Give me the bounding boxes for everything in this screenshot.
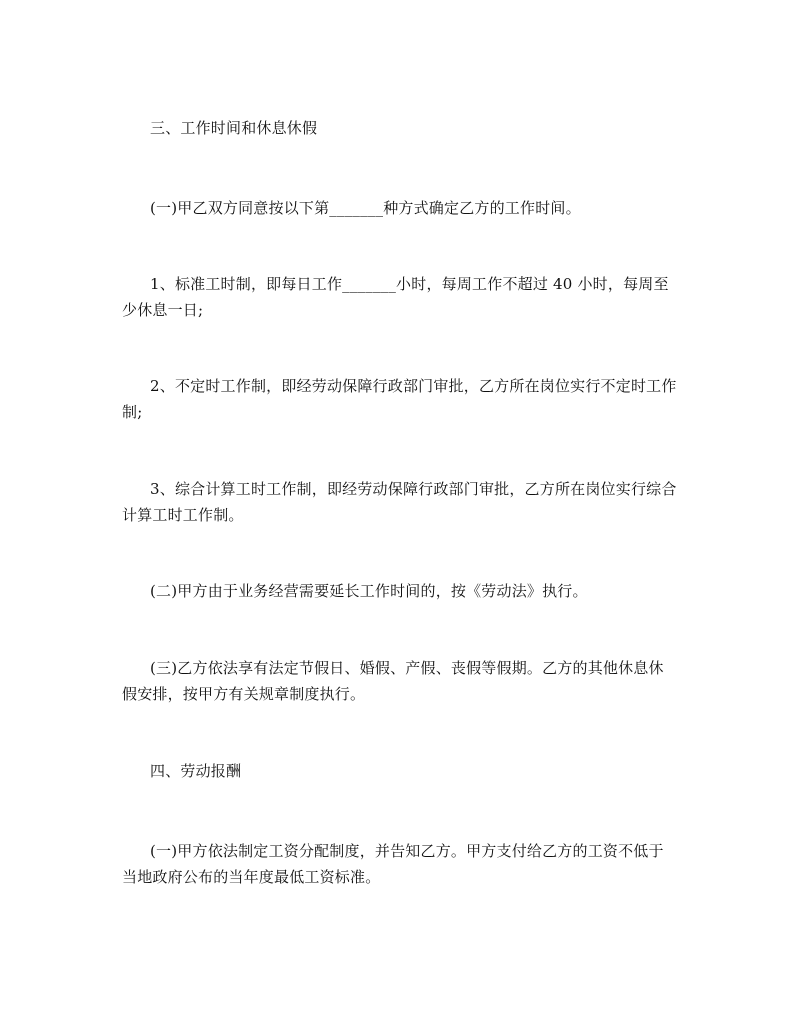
- section-3-paragraph-3: 2、不定时工作制，即经劳动保障行政部门审批，乙方所在岗位实行不定时工作制;: [122, 377, 677, 421]
- section-3-paragraph-5: (二)甲方由于业务经营需要延长工作时间的，按《劳动法》执行。: [150, 582, 588, 600]
- section-4-heading: 四、劳动报酬: [150, 762, 242, 780]
- section-3-heading: 三、工作时间和休息休假: [150, 119, 318, 137]
- section-3-paragraph-6: (三)乙方依法享有法定节假日、婚假、产假、丧假等假期。乙方的其他休息休假安排，按甲方有关规章制度执行。: [122, 659, 664, 703]
- section-3-paragraph-2: 1、标准工时制，即每日工作_______小时，每周工作不超过 40 小时，每周至少休息一日;: [122, 275, 669, 319]
- section-3-paragraph-1: (一)甲乙双方同意按以下第_______种方式确定乙方的工作时间。: [150, 199, 581, 217]
- section-4-paragraph-1: (一)甲方依法制定工资分配制度，并告知乙方。甲方支付给乙方的工资不低于当地政府公布的当年度最低工资标准。: [122, 842, 664, 886]
- section-3-paragraph-4: 3、综合计算工时工作制，即经劳动保障行政部门审批，乙方所在岗位实行综合计算工时工作制。: [122, 480, 677, 524]
